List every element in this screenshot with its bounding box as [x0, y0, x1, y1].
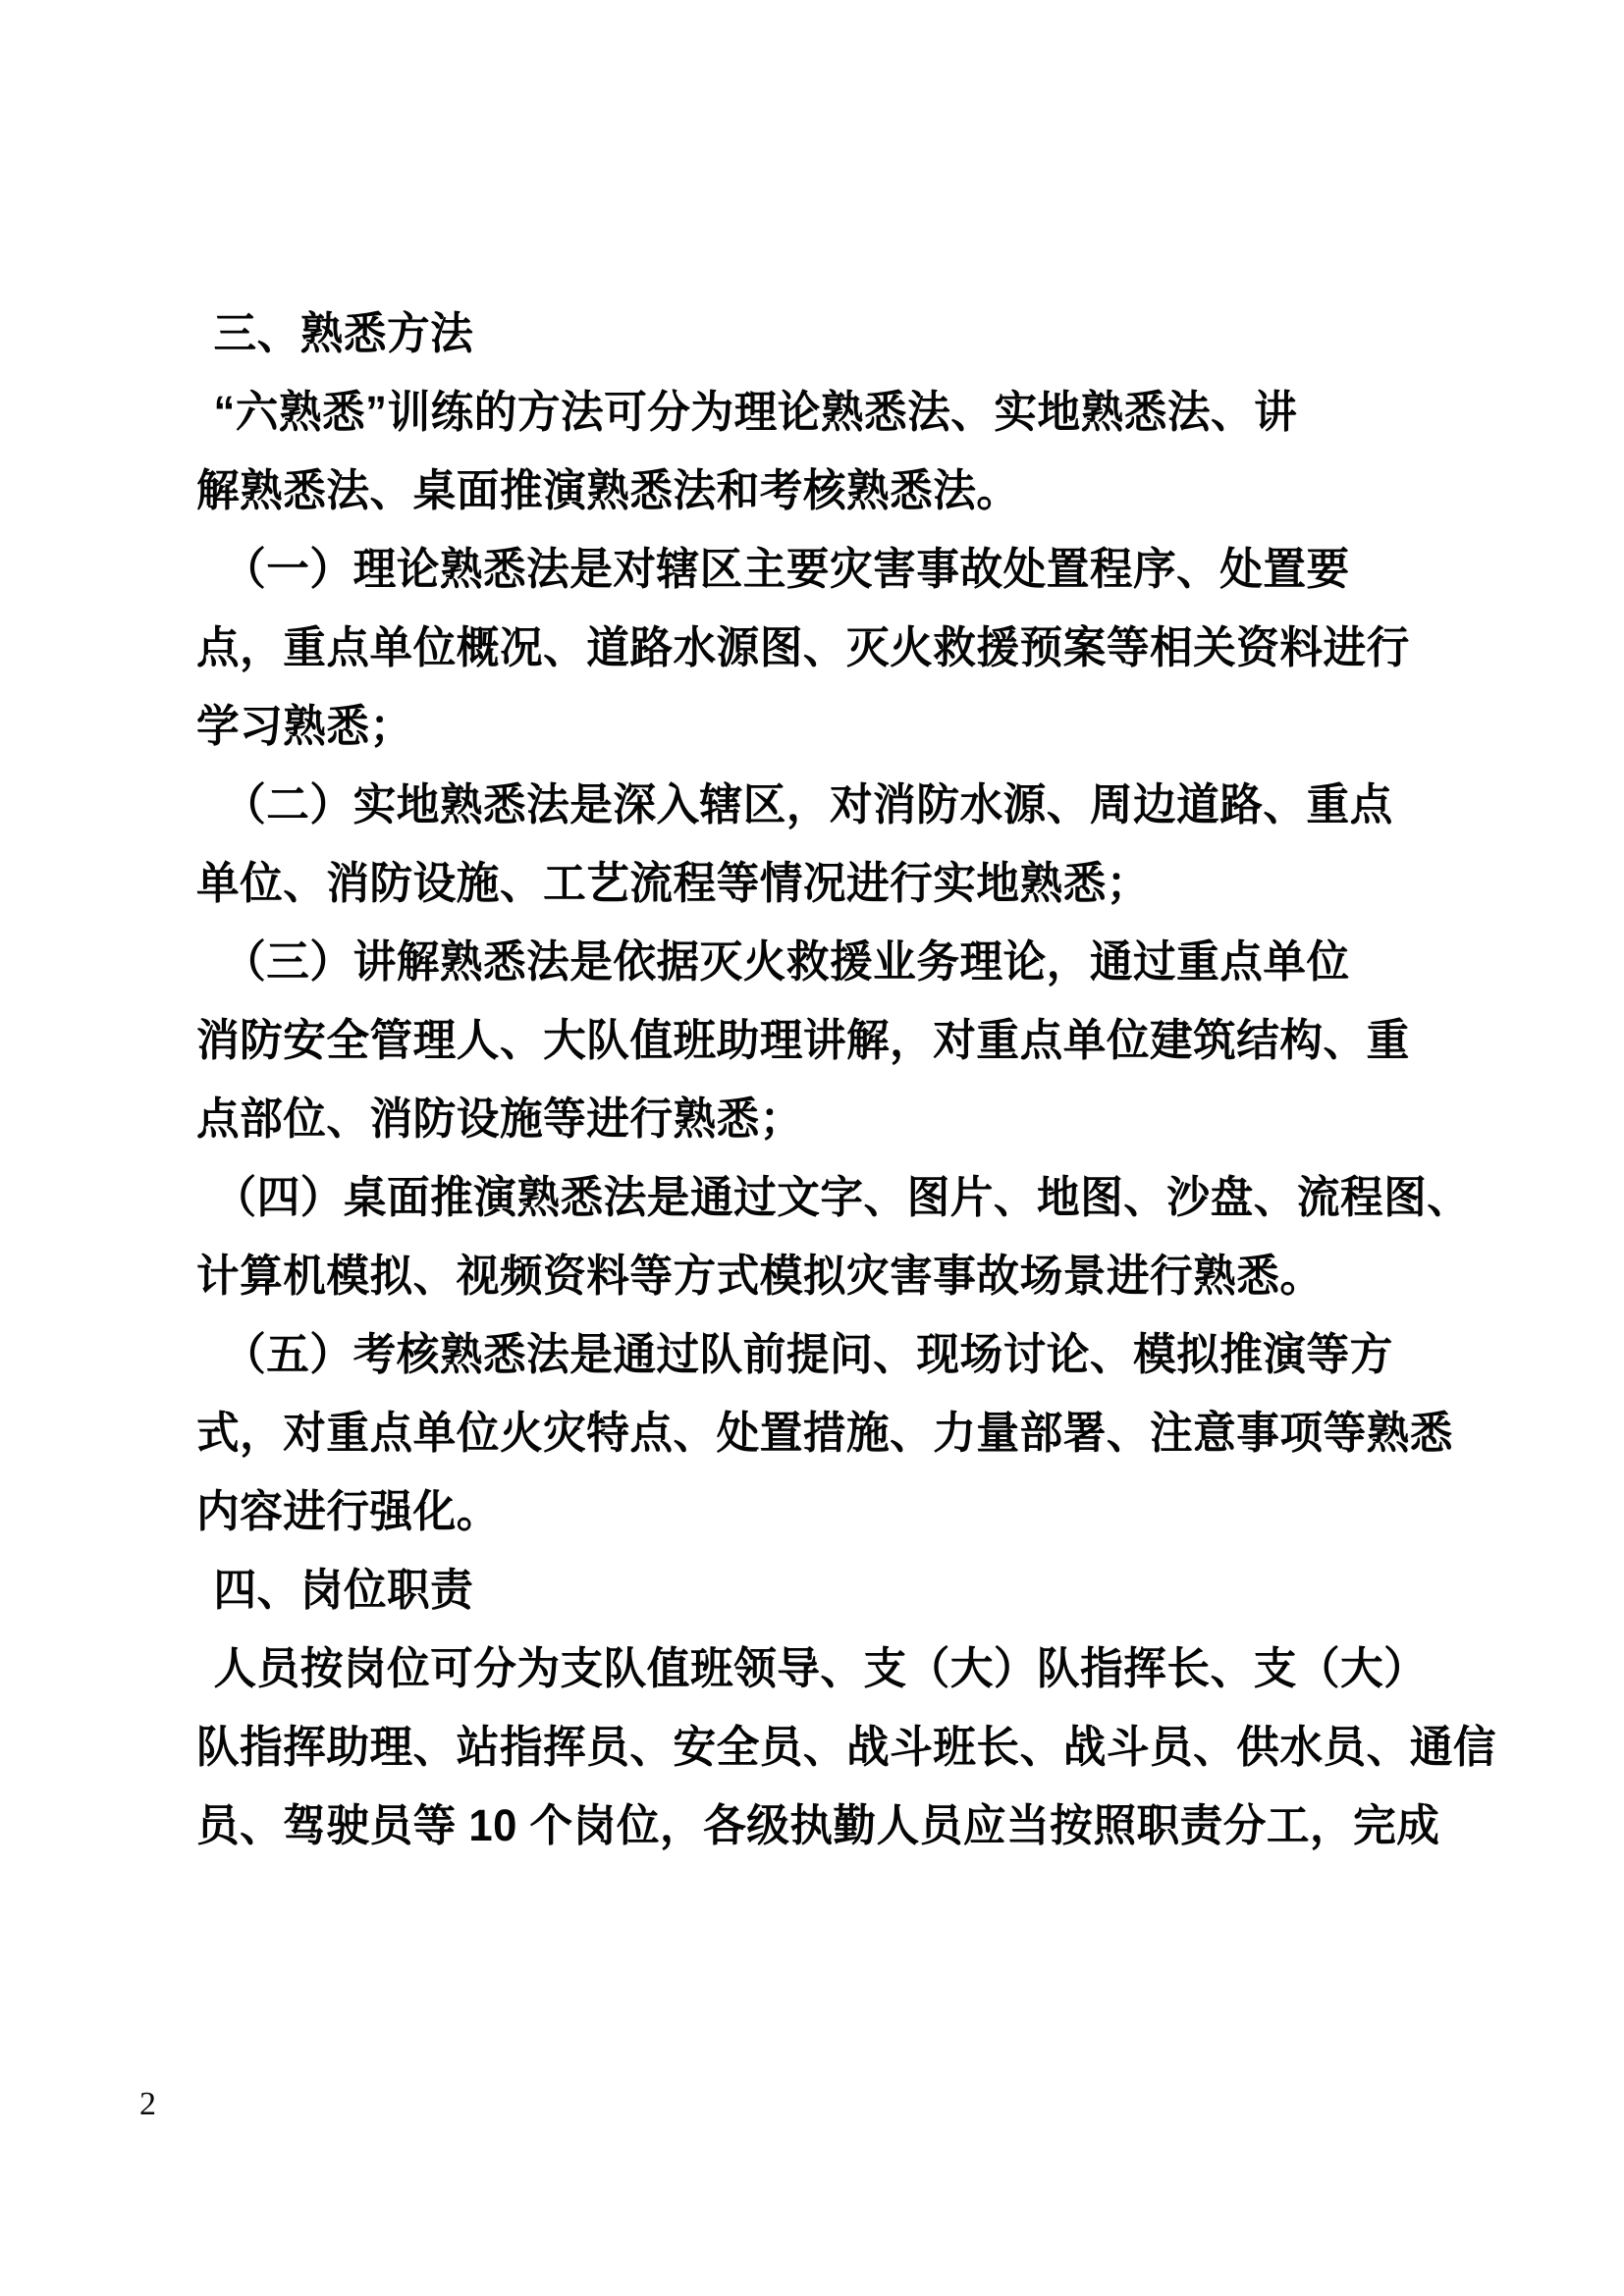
text-line: “六熟悉”训练的方法可分为理论熟悉法、实地熟悉法、讲	[213, 387, 1298, 437]
text-line: （一）理论熟悉法是对辖区主要灾害事故处置程序、处置要	[223, 544, 1350, 594]
text-line: 式，对重点单位火灾特点、处置措施、力量部署、注意事项等熟悉	[196, 1408, 1453, 1458]
text-line: 计算机模拟、视频资料等方式模拟灾害事故场景进行熟悉。	[196, 1251, 1324, 1301]
document-body	[196, 294, 1497, 1865]
paragraph-item-4	[196, 1158, 1471, 1315]
text-line: 内容进行强化。	[196, 1486, 500, 1536]
text-line: 消防安全管理人、大队值班助理讲解，对重点单位建筑结构、重	[196, 1015, 1410, 1065]
text-line: 单位、消防设施、工艺流程等情况进行实地熟悉；	[196, 858, 1150, 908]
text-line: （三）讲解熟悉法是依据灭火救援业务理论，通过重点单位	[223, 936, 1350, 987]
text-line: 学习熟悉；	[196, 701, 413, 751]
paragraph-item-5	[196, 1315, 1453, 1551]
text-line: 点部位、消防设施等进行熟悉；	[196, 1094, 803, 1144]
page-number: 2	[139, 2086, 156, 2122]
text-line: （四）桌面推演熟悉法是通过文字、图片、地图、沙盘、流程图、	[213, 1172, 1471, 1222]
text-line: （五）考核熟悉法是通过队前提问、现场讨论、模拟推演等方	[223, 1329, 1393, 1379]
paragraph-item-3	[196, 923, 1430, 1158]
text-line: 点，重点单位概况、道路水源图、灭火救援预案等相关资料进行	[196, 622, 1410, 672]
text-line: 解熟悉法、桌面推演熟悉法和考核熟悉法。	[196, 465, 1020, 515]
text-line: 员、驾驶员等 10 个岗位，各级执勤人员应当按照职责分工，完成	[196, 1800, 1440, 1850]
section-heading-3: 三、熟悉方法	[213, 308, 474, 358]
section-heading-4: 四、岗位职责	[213, 1565, 474, 1615]
paragraph-intro	[196, 373, 1430, 530]
paragraph-item-1	[196, 530, 1430, 766]
paragraph-item-2	[196, 766, 1430, 923]
text-line: （二）实地熟悉法是深入辖区，对消防水源、周边道路、重点	[223, 779, 1393, 829]
text-line: 人员按岗位可分为支队值班领导、支（大）队指挥长、支（大）	[213, 1643, 1428, 1693]
text-line: 队指挥助理、站指挥员、安全员、战斗班长、战斗员、供水员、通信	[196, 1722, 1497, 1772]
paragraph-duties	[196, 1629, 1497, 1865]
